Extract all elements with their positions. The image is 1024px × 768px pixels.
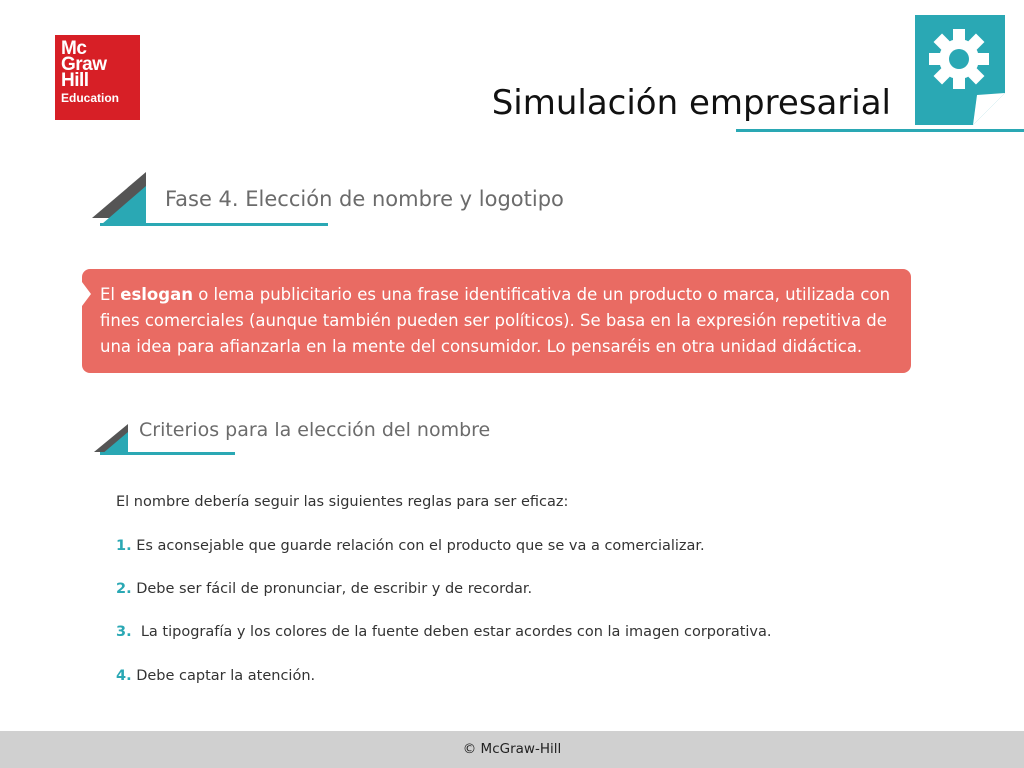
section-bullet-icon bbox=[90, 172, 150, 228]
rule-item bbox=[116, 668, 315, 684]
gear-document-icon bbox=[915, 15, 1005, 125]
rule-item bbox=[116, 538, 705, 554]
copyright-text: © McGraw-Hill bbox=[462, 741, 562, 757]
criteria-intro: El nombre debería seguir las siguientes reglas para ser eficaz: bbox=[116, 494, 569, 510]
logo-line-4: Education bbox=[61, 91, 120, 105]
rule-item bbox=[116, 624, 772, 640]
rule-number: 3. bbox=[116, 624, 132, 640]
rule-text: Debe captar la atención. bbox=[131, 668, 316, 684]
callout-notch bbox=[82, 282, 91, 306]
eslogan-callout bbox=[82, 269, 911, 373]
page-title: Simulación empresarial bbox=[491, 83, 891, 123]
logo-line-2: Graw bbox=[61, 54, 107, 75]
criteria-title: Criterios para la elección del nombre bbox=[139, 419, 491, 441]
logo-line-1: Mc bbox=[61, 38, 87, 59]
callout-lead: El bbox=[100, 285, 121, 304]
title-underline bbox=[736, 129, 1024, 132]
mcgraw-hill-logo bbox=[55, 35, 140, 120]
rule-text: Debe ser fácil de pronunciar, de escribir y de recordar. bbox=[131, 581, 533, 597]
logo-line-3: Hill bbox=[61, 70, 89, 91]
criteria-underline bbox=[100, 452, 235, 455]
rule-text: Es aconsejable que guarde relación con el producto que se va a comercializar. bbox=[131, 538, 705, 554]
section-bullet-icon bbox=[92, 422, 132, 456]
callout-text: o lema publicitario es una frase identificativa de un producto o marca, utilizada con fines comerciales (aunque también pueden ser políticos). Se basa en la expresión repetitiva de una idea para afianzarla en la mente del consumidor. Lo pensaréis en otra unidad didáctica. bbox=[100, 285, 891, 356]
phase-underline bbox=[100, 223, 328, 226]
rule-text: La tipografía y los colores de la fuente deben estar acordes con la imagen corporativa. bbox=[131, 624, 772, 640]
rule-number: 1. bbox=[116, 538, 132, 554]
phase-title: Fase 4. Elección de nombre y logotipo bbox=[165, 187, 564, 211]
callout-term: eslogan bbox=[120, 285, 193, 304]
rule-number: 2. bbox=[116, 581, 132, 597]
rule-number: 4. bbox=[116, 668, 132, 684]
rule-item bbox=[116, 581, 532, 597]
footer bbox=[0, 731, 1024, 768]
